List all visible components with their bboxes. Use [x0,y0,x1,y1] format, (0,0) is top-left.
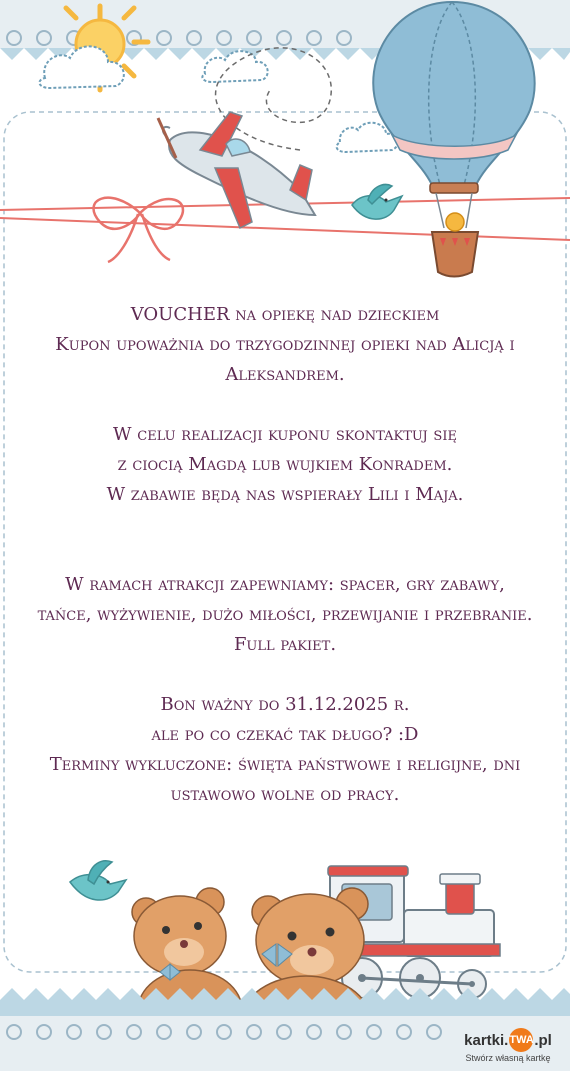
spacer [10,390,560,420]
brand-name-suffix: .pl [534,1031,552,1049]
hot-air-balloon-icon [373,2,534,277]
airplane-icon [158,112,315,228]
spacer [10,660,560,690]
voucher-text [10,300,560,810]
brand-logo[interactable] [452,1028,564,1063]
cloud-icon-2 [202,51,267,82]
voucher-line: W zabawie będą nas wspierały Lili i Maja. [106,484,464,505]
voucher-line: W ramach atrakcji zapewniamy: spacer, gry zabawy, [65,574,505,595]
voucher-line: Aleksandrem. [225,364,345,385]
voucher-line: Full pakiet. [233,634,337,655]
voucher-line: Terminy wykluczone: święta państwowe i religijne, dni [49,754,521,775]
brand-tagline: Stwórz własną kartkę [465,1053,551,1063]
voucher-line: tańce, wyżywienie, dużo miłości, przewijanie i przebranie. [37,604,533,625]
voucher-line: W celu realizacji kuponu skontaktuj się [113,424,457,445]
brand-name [452,1028,564,1052]
bird-icon-bottom [70,861,126,900]
voucher-line: ustawowo wolne od pracy. [170,784,400,805]
voucher-line: z ciocią Magdą lub wujkiem Konradem. [117,454,453,475]
voucher-line: Kupon upoważnia do trzygodzinnej opieki nad Alicją i [55,334,515,355]
voucher-line: Bon ważny do 31.12.2025 r. [160,694,410,715]
voucher-title: VOUCHER na opiekę nad dzieckiem [130,304,440,325]
bird-icon [352,185,402,220]
brand-badge: TWA [509,1028,533,1052]
spacer [10,510,560,570]
voucher-line: ale po co czekać tak długo? :D [151,724,419,745]
brand-name-prefix: kartki. [464,1031,509,1049]
